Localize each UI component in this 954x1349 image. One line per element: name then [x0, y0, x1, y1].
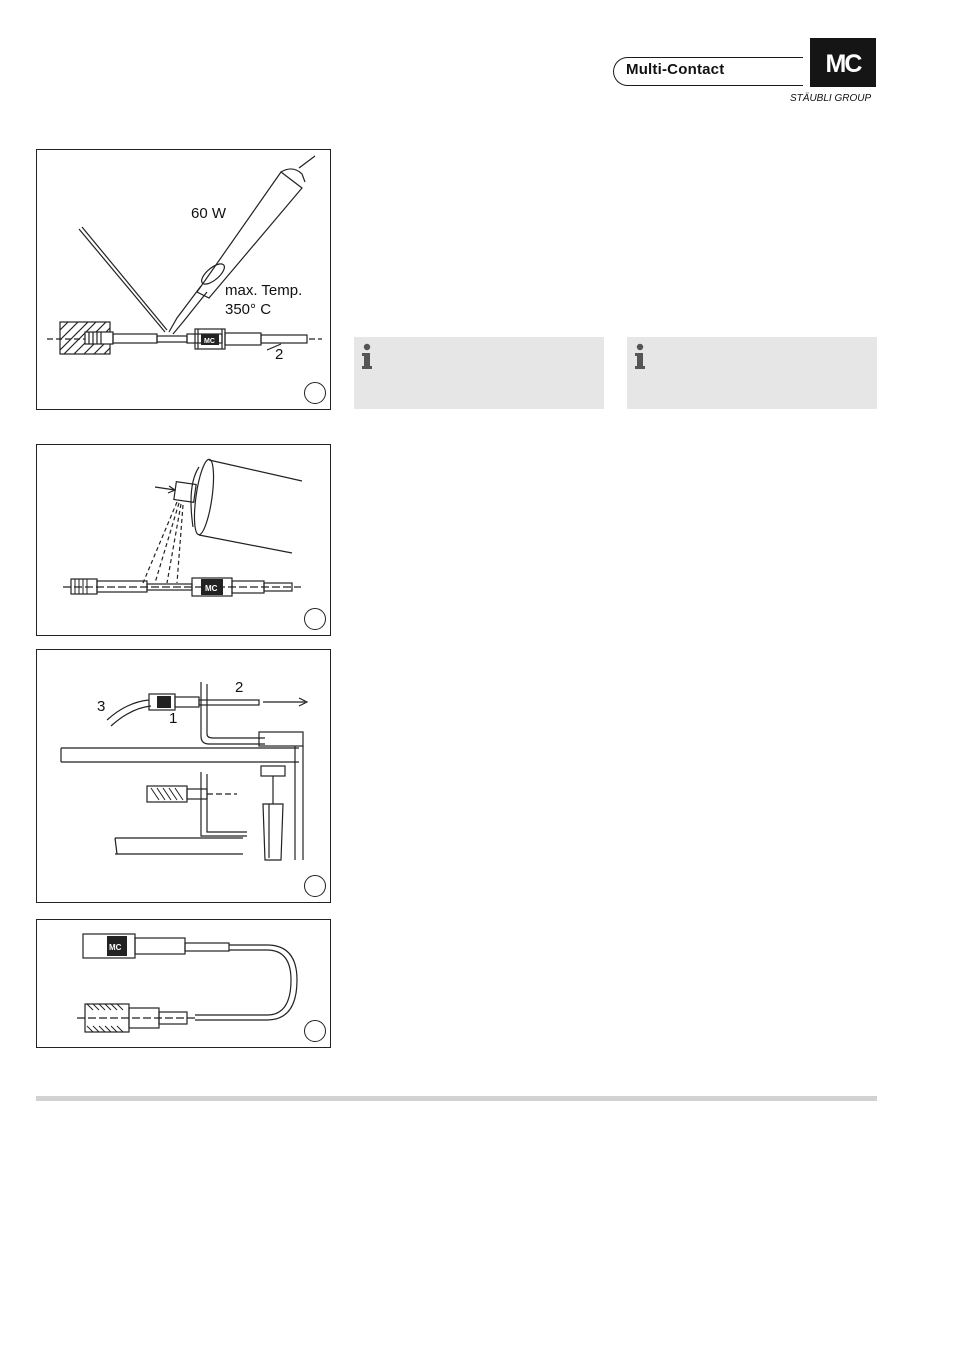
mc-logo-text: MC	[825, 50, 861, 78]
label-temp-line1: max. Temp.	[225, 282, 303, 299]
svg-text:MC: MC	[204, 338, 215, 345]
figure-spray	[36, 444, 331, 636]
step-circle	[304, 1020, 326, 1042]
svg-text:MC: MC	[205, 584, 218, 593]
label-part-2: 2	[275, 346, 284, 363]
assembled-cable-illustration	[37, 920, 332, 1049]
footer-divider	[36, 1096, 877, 1101]
figure-soldering	[36, 149, 331, 410]
brand-name: Multi-Contact	[626, 61, 725, 78]
spray-illustration	[37, 445, 332, 637]
label-part-2: 2	[235, 679, 244, 696]
label-temp-line2: 350° C	[225, 301, 272, 318]
staubli-group-text: STÄUBLI GROUP	[790, 93, 872, 104]
info-box-2	[627, 337, 877, 409]
figure-assembled	[36, 919, 331, 1048]
figure-clamp	[36, 649, 331, 903]
step-circle	[304, 875, 326, 897]
mc-logo	[810, 38, 876, 87]
label-part-1: 1	[169, 710, 178, 727]
info-icon	[361, 343, 373, 371]
clamp-illustration	[37, 650, 332, 904]
step-circle	[304, 608, 326, 630]
label-part-3: 3	[97, 698, 106, 715]
soldering-illustration	[37, 150, 332, 411]
step-circle	[304, 382, 326, 404]
info-icon	[634, 343, 646, 371]
svg-text:MC: MC	[109, 943, 122, 952]
info-box-1	[354, 337, 604, 409]
label-power: 60 W	[191, 205, 227, 222]
